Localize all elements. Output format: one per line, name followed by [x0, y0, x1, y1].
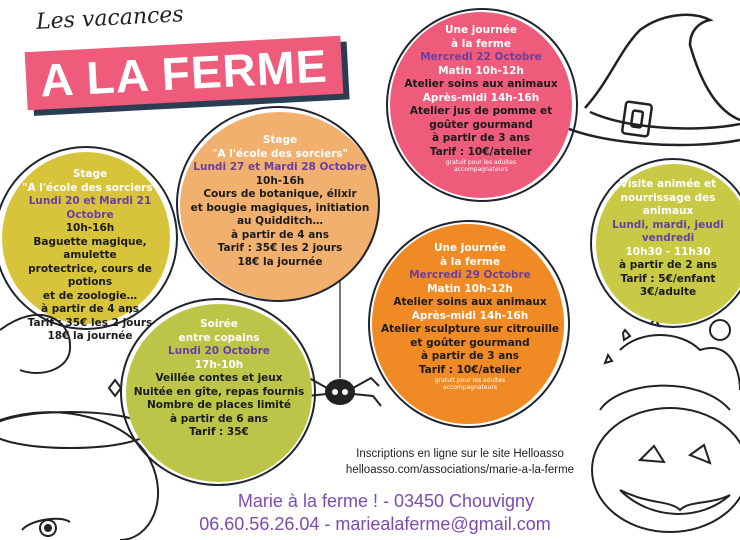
stage-1-subtitle: "A l'école des sorciers": [21, 181, 159, 194]
journee-2-line-4: Atelier sculpture sur citrouille: [380, 323, 560, 335]
soiree-line-3: Nombre de places limité: [146, 399, 292, 411]
journee-2-date: Mercredi 29 Octobre: [409, 269, 531, 281]
visite-line-6: 3€/adulte: [639, 286, 697, 298]
stage-1-line-2: protectrice, cours de potions: [28, 262, 152, 288]
stage-1-title: Stage: [72, 168, 108, 180]
journee-1-title-1: Une journée: [445, 24, 517, 36]
visite-line-3: 10h30 - 11h30: [625, 245, 711, 258]
journee-2-note-1: gratuit pour les adultes: [434, 377, 506, 384]
visite-title-1: Visite animée et: [619, 178, 717, 190]
soiree-title-1: Soirée: [200, 318, 238, 330]
stage-2-line-1: Cours de botanique, élixir: [203, 188, 357, 200]
stage-2-title: Stage: [262, 134, 298, 146]
journee-2-line-6: à partir de 3 ans: [420, 350, 520, 362]
journee-1-date: Mercredi 22 Octobre: [420, 51, 542, 63]
footer-contact[interactable]: 06.60.56.26.04 - mariealaferme@gmail.com: [199, 514, 551, 534]
stage-1-line-5: Tarif : 35€ les 2 jours: [27, 316, 153, 329]
inscription-line-1: Inscriptions en ligne sur le site Helloasso: [356, 448, 564, 460]
visite-line-1: Lundi, mardi, jeudi: [612, 218, 724, 231]
journee-2-note-2: accompagnateurs: [442, 384, 497, 391]
journee-circle-2-content: [372, 242, 568, 391]
visite-line-2: vendredi: [641, 232, 695, 244]
journee-1-line-4: Atelier jus de pomme et: [409, 105, 553, 117]
soiree-line-2: Nuitée en gîte, repas fournis: [133, 385, 305, 398]
journee-1-line-5: goûter gourmand: [429, 118, 533, 131]
stage-2-line-2: et bougie magiques, initiation: [190, 201, 370, 214]
stage-2-time: 10h-16h: [255, 174, 305, 187]
stage-2-subtitle: "A l'école des sorciers": [211, 147, 349, 160]
journee-2-line-2: Atelier soins aux animaux: [393, 296, 547, 308]
journee-2-line-5: et goûter gourmand: [410, 336, 530, 349]
inscription-url[interactable]: helloasso.com/associations/marie-a-la-ferme: [345, 464, 575, 476]
journee-1-title-2: à la ferme: [450, 37, 511, 50]
stage-1-date: Lundi 20 et Mardi 21 Octobre: [28, 195, 152, 221]
soiree-line-5: Tarif : 35€: [189, 426, 249, 438]
stage-1-time: 10h-16h: [65, 222, 115, 234]
stage-2-date: Lundi 27 et Mardi 28 Octobre: [193, 161, 367, 173]
visite-title-2: nourrissage des: [620, 191, 716, 204]
stage-2-line-6: 18€ la journée: [237, 255, 323, 268]
journee-1-line-2: Atelier soins aux animaux: [404, 78, 558, 90]
soiree-title-2: entre copains: [178, 331, 260, 344]
visite-line-5: Tarif : 5€/enfant: [620, 272, 716, 285]
inscription-text: [310, 446, 610, 478]
journee-1-note-2: accompagnateurs: [453, 166, 508, 173]
soiree-line-1: Veillée contes et jeux: [155, 372, 283, 384]
stage-2-line-5: Tarif : 35€ les 2 jours: [217, 242, 343, 254]
header-banner: A LA FERME: [25, 36, 343, 110]
header-script-title: Les vacances: [35, 2, 185, 35]
stage-circle-2-content: [182, 134, 378, 269]
soiree-time: 17h-10h: [194, 358, 244, 371]
journee-1-line-6: à partir de 3 ans: [431, 132, 531, 144]
stage-1-line-4: à partir de 4 ans: [40, 303, 140, 315]
journee-2-title-1: Une journée: [434, 242, 506, 254]
journee-2-line-1: Matin 10h-12h: [427, 282, 513, 295]
visite-circle-content: [596, 178, 740, 300]
journee-1-note-1: gratuit pour les adultes: [445, 159, 517, 166]
visite-title-3: animaux: [642, 205, 694, 217]
stage-1-line-1: Baguette magique, amulette: [33, 235, 147, 261]
journee-2-title-2: à la ferme: [439, 255, 500, 268]
soiree-circle-content: [126, 318, 312, 440]
stage-1-line-6: 18€ la journée: [47, 330, 133, 342]
journee-circle-1-content: [390, 24, 572, 173]
journee-2-line-3: Après-midi 14h-16h: [411, 309, 529, 322]
soiree-line-4: à partir de 6 ans: [169, 412, 269, 425]
stage-1-line-3: et de zoologie…: [42, 289, 138, 302]
soiree-date: Lundi 20 Octobre: [168, 345, 270, 357]
journee-1-line-7: Tarif : 10€/atelier: [429, 145, 533, 158]
footer-address: Marie à la ferme ! - 03450 Chouvigny: [237, 491, 535, 511]
journee-1-line-1: Matin 10h-12h: [438, 64, 524, 77]
journee-2-line-7: Tarif : 10€/atelier: [418, 363, 522, 376]
journee-1-line-3: Après-midi 14h-16h: [422, 91, 540, 104]
stage-2-line-3: au Quidditch…: [236, 215, 324, 227]
visite-line-4: à partir de 2 ans: [618, 259, 718, 271]
stage-2-line-4: à partir de 4 ans: [230, 228, 330, 241]
